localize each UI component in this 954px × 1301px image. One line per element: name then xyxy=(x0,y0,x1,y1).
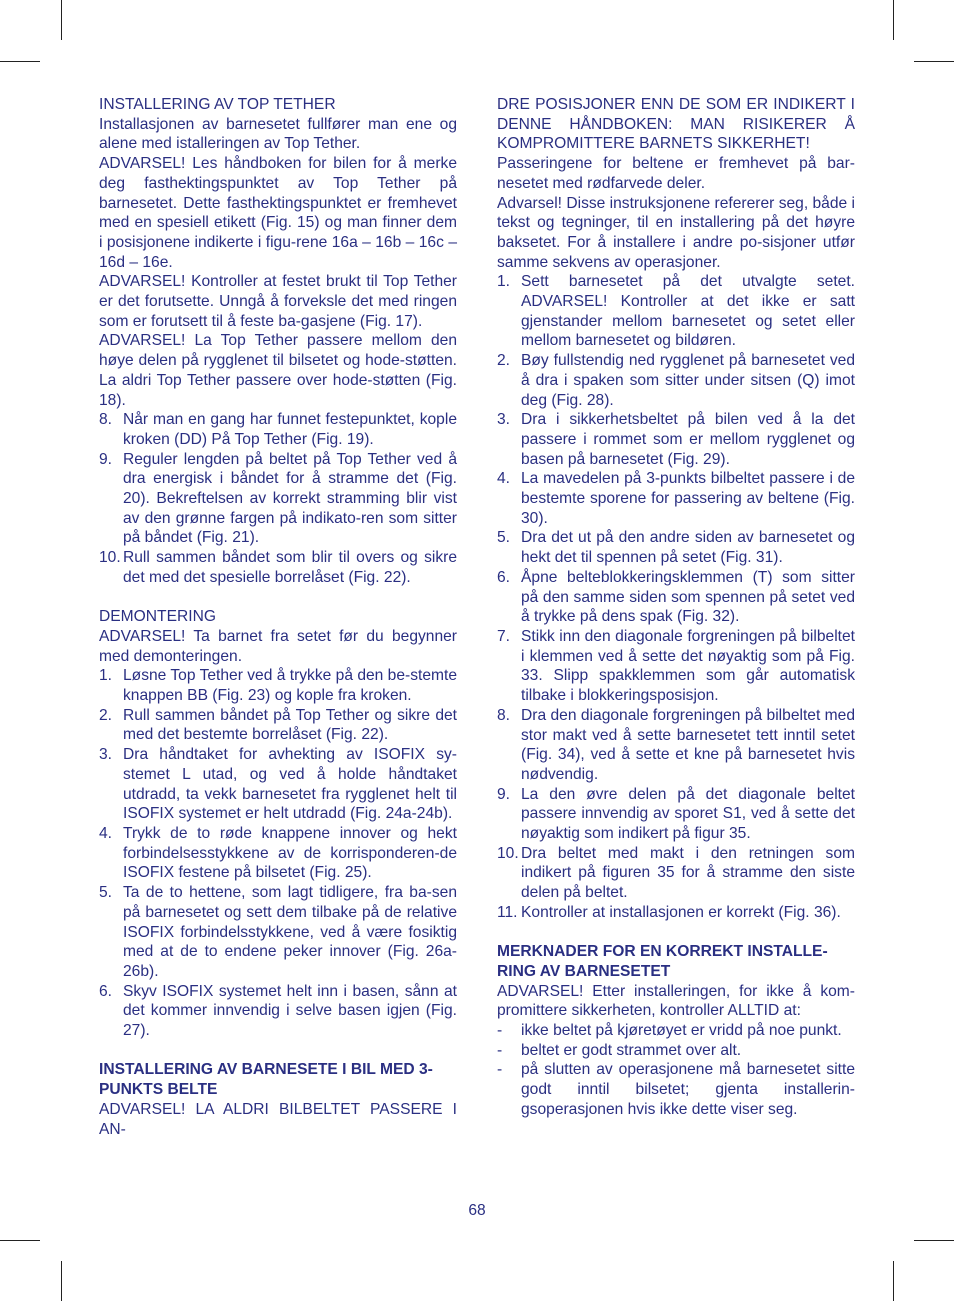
list-item-text: La mavedelen på 3-punkts bilbeltet passere i de bestemte sporene for passering av beltene (Fig. 30). xyxy=(521,470,855,527)
list-item xyxy=(497,528,855,567)
warning-paragraph: DRE POSISJONER ENN DE SOM ER INDIKERT I DENNE HÅNDBOKEN: MAN RISIKERER Å KOMPROMITTERE BARNETS SIKKERHET! xyxy=(497,96,855,153)
list-item-number: - xyxy=(497,1022,503,1040)
list-item-text: Ta de to hettene, som lagt tidligere, fra ba-sen på barnesetet og sett dem tilbake på de relative ISOFIX forbindelsstykkene, ved å være fosiktig med at de to endene peker innover (Fig. 26a-26b). xyxy=(123,884,457,980)
page-number: 68 xyxy=(468,1202,486,1219)
warning-paragraph: ADVARSEL! Kontroller at festet brukt til Top Tether er det forutsette. Unngå å forveksle det med ringen som er forutsett til å feste ba-gasjene (Fig. 17). xyxy=(99,273,457,330)
list-item-text: Kontroller at installasjonen er korrekt (Fig. 36). xyxy=(521,903,841,921)
list-item-text: beltet er godt strammet over alt. xyxy=(521,1041,742,1059)
list-item-number: 3. xyxy=(497,411,511,429)
list-item-number: 9. xyxy=(99,450,113,468)
numbered-list xyxy=(497,272,855,922)
list-item xyxy=(497,1041,855,1061)
list-item-number: 9. xyxy=(497,785,511,803)
list-item-number: 8. xyxy=(99,411,113,429)
list-item-text: Dra beltet med makt i den retningen som indikert på figuren 35 for å stramme den siste delen på beltet. xyxy=(521,844,855,902)
crop-mark xyxy=(61,0,62,40)
section-heading-merknader: MERKNADER FOR EN KORREKT INSTALLE-RING AV BARNESETET xyxy=(497,943,828,980)
list-item xyxy=(497,1060,855,1119)
crop-mark xyxy=(914,61,954,62)
list-item xyxy=(497,844,855,903)
list-item-number: 4. xyxy=(497,470,511,488)
list-item xyxy=(497,627,855,706)
list-item-text: Løsne Top Tether ved å trykke på den be-stemte knappen BB (Fig. 23) og kople fra kroken. xyxy=(123,667,458,705)
list-item-number: - xyxy=(497,1041,503,1059)
list-item-number: 5. xyxy=(99,884,113,902)
list-item xyxy=(497,568,855,627)
paragraph: Installasjonen av barnesetet fullfører man ene og alene med istalleringen av Top Tether. xyxy=(99,115,457,153)
crop-mark xyxy=(61,1261,62,1301)
warning-paragraph: ADVARSEL! LA ALDRI BILBELTET PASSERE I AN- xyxy=(99,1100,457,1138)
list-item-text: Stikk inn den diagonale forgreningen på bilbeltet i klemmen ved å sette det nøyaktig som på Fig. 33. Slipp spakklemmen som går automatisk tilbake i blokkeringsposisjon. xyxy=(521,627,855,705)
warning-paragraph: ADVARSEL! Les håndboken for bilen for å merke deg fasthektingspunktet av Top Tether på barnesetet. Dette fasthektingspunktet er fremhevet med en spesiell etikett (Fig. 15) og man finner dem i posisjonene indikerte i figu-rene 16a – 16b – 16c –16d – 16e. xyxy=(99,155,457,271)
section-heading-demontering: DEMONTERING xyxy=(99,608,216,626)
crop-mark xyxy=(0,61,40,62)
list-item-text: Skyv ISOFIX systemet helt inn i basen, sånn at det kommer innvendig i selve basen igjen (Fig. 27). xyxy=(123,982,457,1040)
numbered-list xyxy=(99,666,457,1040)
list-item-text: Trykk de to røde knappene innover og hekt forbindelsesstykkene av de korrisponderen-de ISOFIX festene på bilsetet (Fig. 25). xyxy=(123,825,457,882)
list-item-text: Rull sammen båndet som blir til overs og sikre det med det spesielle borrelåset (Fig. 22). xyxy=(123,549,457,586)
list-item-text: Dra håndtaket for avhekting av ISOFIX sy-stemet L utad, og ved å holde håndtaket utdradd, ta vekk barnesetet fra rygglenet helt til ISOFIX systemet er helt utdradd (Fig. 24a-24b). xyxy=(123,746,457,823)
list-item-text: ikke beltet på kjøretøyet er vridd på noe punkt. xyxy=(521,1022,842,1040)
crop-mark xyxy=(893,1261,894,1301)
list-item xyxy=(99,706,457,745)
list-item xyxy=(497,1021,855,1041)
list-item-text: Åpne belteblokkeringsklemmen (T) som sitter på den samme siden som spennen på setet ved å trykke på dens spak (Fig. 32). xyxy=(521,568,855,626)
list-item-text: på slutten av operasjonene må barnesetet sitte godt inntil bilsetet; gjenta installerin-gsoperasjonen hvis ikke dette viser seg. xyxy=(521,1061,855,1118)
paragraph: Passeringene for beltene er fremhevet på bar-nesetet med rødfarvede deler. xyxy=(497,155,855,192)
list-item-number: 5. xyxy=(497,529,511,547)
list-item-text: Dra det ut på den andre siden av barnesetet og hekt det til spennen på setet (Fig. 31). xyxy=(521,529,855,567)
list-item-number: 7. xyxy=(497,627,511,645)
list-item xyxy=(99,745,457,824)
list-item xyxy=(99,450,457,549)
list-item-number: 2. xyxy=(99,706,113,724)
warning-paragraph: Advarsel! Disse instruksjonene refererer seg, både i tekst og tegninger, til en installering på det høyre baksetet. For å installere i andre po-sisjoner utfør samme sekvens av operasjoner. xyxy=(497,194,855,271)
list-item xyxy=(99,883,457,982)
list-item-text: Når man en gang har funnet festepunktet, kople kroken (DD) På Top Tether (Fig. 19). xyxy=(123,411,457,448)
list-item-number: 2. xyxy=(497,352,511,370)
list-item xyxy=(99,982,457,1041)
list-item xyxy=(497,272,855,351)
list-item-number: 6. xyxy=(497,568,511,586)
list-item xyxy=(497,351,855,410)
list-item-number: 4. xyxy=(99,825,113,842)
list-item-text: Dra i sikkerhetsbeltet på bilen ved å la det passere i rommet som er mellom rygglenet og basen på barnesetet (Fig. 29). xyxy=(521,411,855,468)
list-item xyxy=(497,903,855,923)
list-item-text: Bøy fullstendig ned rygglenet på barnesetet ved å dra i spaken som sitter under sitsen (Q) imot deg (Fig. 28). xyxy=(521,352,855,409)
list-item-number: 3. xyxy=(99,746,113,764)
list-item-number: 10. xyxy=(497,844,519,862)
list-item-text: Sett barnesetet på det utvalgte setet. ADVARSEL! Kontroller at det ikke er satt gjenstander mellom barnesetet og setet eller mellom barnesetet og bildøren. xyxy=(521,273,855,350)
list-item-text: Rull sammen båndet på Top Tether og sikre det med det bestemte borrelåset (Fig. 22). xyxy=(123,706,457,744)
list-item xyxy=(497,410,855,469)
numbered-list xyxy=(99,410,457,587)
list-item xyxy=(99,824,457,883)
list-item-number: 8. xyxy=(497,706,511,724)
crop-mark xyxy=(914,1240,954,1241)
warning-paragraph: ADVARSEL! Etter installeringen, for ikke å kom-promittere sikkerheten, kontroller ALLTID at: xyxy=(497,982,855,1020)
list-item xyxy=(99,410,457,449)
list-item-number: 1. xyxy=(497,273,511,291)
right-column xyxy=(497,95,855,1120)
list-item-number: - xyxy=(497,1061,503,1079)
list-item-number: 10. xyxy=(99,549,121,567)
list-item-number: 11. xyxy=(497,903,518,921)
section-heading-3-point-belt: INSTALLERING AV BARNESETE I BIL MED 3-PUNKTS BELTE xyxy=(99,1061,433,1099)
list-item xyxy=(497,785,855,844)
list-item-number: 1. xyxy=(99,667,113,685)
list-item-text: Dra den diagonale forgreningen på bilbeltet med stor makt ved å sette barnesetet tett inntil setet (Fig. 34), ved å sette et kne på barnesetet hvis nødvendig. xyxy=(521,706,855,783)
list-item-text: Reguler lengden på beltet på Top Tether ved å dra energisk i båndet for å stramme det (Fig. 20). Bekreftelsen av korrekt stramming blir vist av den grønne fargen på indikato-ren som sitter på båndet (Fig. 21). xyxy=(123,450,457,547)
list-item-text: La den øvre delen på det diagonale beltet passere innvendig av sporet S1, ved å sette det nøyaktig som indikert på figur 35. xyxy=(521,785,855,843)
list-item xyxy=(497,469,855,528)
list-item xyxy=(497,706,855,785)
section-heading-top-tether: INSTALLERING AV TOP TETHER xyxy=(99,96,336,113)
list-item xyxy=(99,548,457,587)
warning-paragraph: ADVARSEL! Ta barnet fra setet før du begynner med demonteringen. xyxy=(99,627,457,665)
list-item-number: 6. xyxy=(99,982,113,1000)
warning-paragraph: ADVARSEL! La Top Tether passere mellom den høye delen på rygglenet til bilsetet og hode-støtten. La aldri Top Tether passere over hode-støtten (Fig. 18). xyxy=(99,332,457,409)
bullet-list xyxy=(497,1021,855,1120)
list-item xyxy=(99,666,457,705)
crop-mark xyxy=(893,0,894,40)
crop-mark xyxy=(0,1240,40,1241)
left-column xyxy=(99,95,457,1139)
